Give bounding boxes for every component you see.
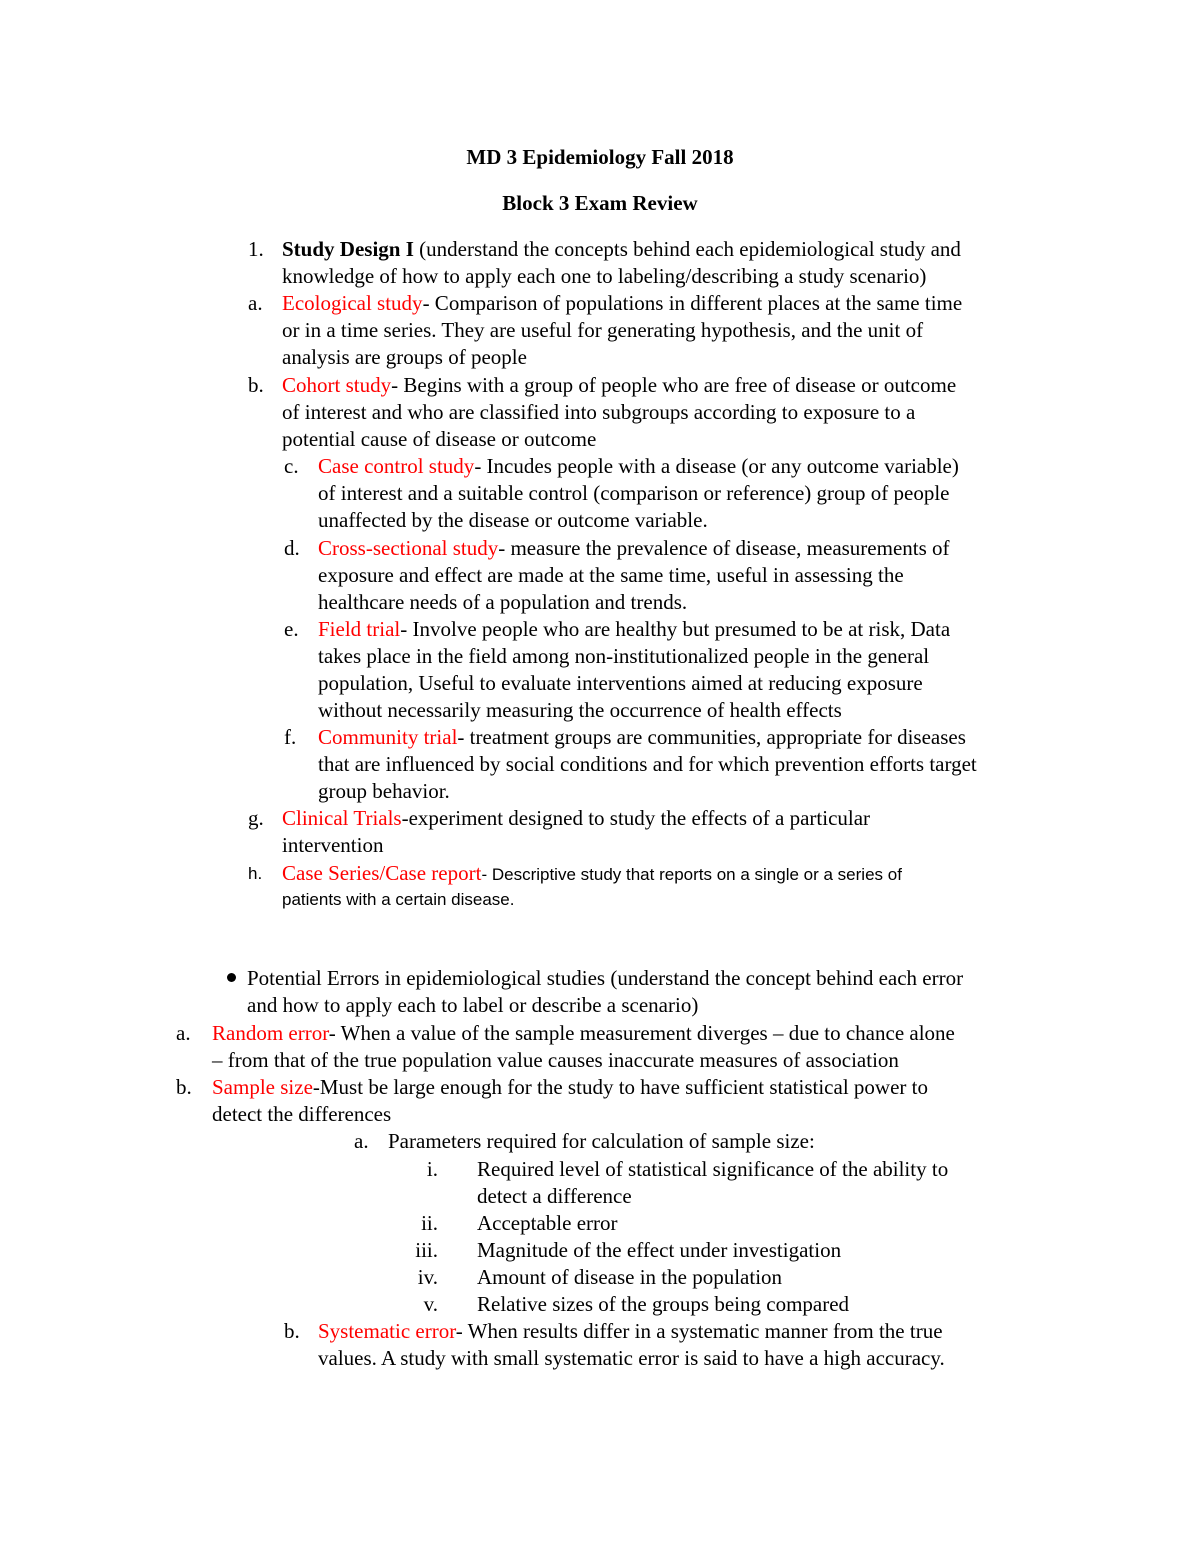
roman-4-line-1: Amount of disease in the population	[477, 1265, 783, 1289]
roman-2-marker: ii.	[421, 1211, 438, 1235]
roman-5-marker: v.	[423, 1292, 438, 1316]
item-d-marker: d.	[284, 536, 300, 560]
section-1-line-2: knowledge of how to apply each one to labeling/describing a study scenario)	[282, 264, 927, 288]
roman-1-marker: i.	[426, 1157, 438, 1181]
roman-1-line-2: detect a difference	[477, 1184, 632, 1208]
systematic-text: - When results differ in a systematic manner from the true	[455, 1319, 943, 1343]
item-e-line-1	[318, 616, 950, 643]
item-h-term: Case Series/Case report	[282, 861, 482, 885]
item-f-line-3: group behavior.	[318, 779, 450, 803]
item-b-line-3: potential cause of disease or outcome	[282, 427, 597, 451]
item-b-text: - Begins with a group of people who are free of disease or outcome	[391, 373, 957, 397]
error-a-marker: a.	[176, 1021, 191, 1045]
error-a-term: Random error	[212, 1021, 329, 1045]
roman-3-line-1: Magnitude of the effect under investigation	[477, 1238, 842, 1262]
roman-1-line-1: Required level of statistical significance of the ability to	[477, 1157, 949, 1181]
item-h-marker: h.	[248, 864, 263, 883]
item-h-line-2: patients with a certain disease.	[282, 890, 515, 909]
item-d-term: Cross-sectional study	[318, 536, 499, 560]
item-f-marker: f.	[284, 725, 297, 749]
item-g-line-2: intervention	[282, 833, 384, 857]
roman-2-line-1: Acceptable error	[477, 1211, 618, 1235]
item-e-marker: e.	[284, 617, 299, 641]
item-g-text: -experiment designed to study the effects of a particular	[401, 806, 871, 830]
item-b-marker: b.	[248, 373, 264, 397]
section-1-number: 1.	[248, 237, 264, 261]
error-a-line-1	[212, 1020, 955, 1047]
item-b-line-1	[282, 372, 956, 399]
item-c-text: - Incudes people with a disease (or any outcome variable)	[474, 454, 959, 478]
item-b-term: Cohort study	[282, 373, 392, 397]
section-2-line-1: Potential Errors in epidemiological studies (understand the concept behind each error	[247, 966, 964, 990]
error-b-term: Sample size	[212, 1075, 313, 1099]
item-e-text: - Involve people who are healthy but presumed to be at risk, Data	[400, 617, 951, 641]
item-f-text: - treatment groups are communities, appropriate for diseases	[457, 725, 966, 749]
error-a-line-2: – from that of the true population value causes inaccurate measures of association	[212, 1048, 899, 1072]
item-h-line-1	[282, 860, 902, 887]
roman-4-marker: iv.	[417, 1265, 438, 1289]
error-b-line-2: detect the differences	[212, 1102, 392, 1126]
params-marker: a.	[354, 1129, 369, 1153]
item-f-term: Community trial	[318, 725, 458, 749]
item-e-line-4: without necessarily measuring the occurrence of health effects	[318, 698, 842, 722]
section-1-heading: Study Design I	[282, 237, 414, 261]
item-f-line-1	[318, 724, 966, 751]
item-h-text: - Descriptive study that reports on a single or a series of	[481, 865, 902, 884]
item-g-line-1	[282, 805, 870, 832]
item-e-term: Field trial	[318, 617, 401, 641]
section-1-line-1	[282, 236, 961, 263]
systematic-marker: b.	[284, 1319, 300, 1343]
params-text: Parameters required for calculation of sample size:	[388, 1129, 815, 1153]
item-g-marker: g.	[248, 806, 264, 830]
item-a-term: Ecological study	[282, 291, 423, 315]
item-d-text: - measure the prevalence of disease, measurements of	[498, 536, 950, 560]
error-b-line-1	[212, 1074, 928, 1101]
item-a-text: - Comparison of populations in different places at the same time	[422, 291, 963, 315]
item-e-line-2: takes place in the field among non-institutionalized people in the general	[318, 644, 930, 668]
item-c-marker: c.	[284, 454, 299, 478]
item-d-line-2: exposure and effect are made at the same time, useful in assessing the	[318, 563, 904, 587]
item-c-line-2: of interest and a suitable control (comparison or reference) group of people	[318, 481, 950, 505]
item-a-marker: a.	[248, 291, 263, 315]
systematic-line-2: values. A study with small systematic error is said to have a high accuracy.	[318, 1346, 945, 1370]
systematic-line-1	[318, 1318, 943, 1345]
item-f-line-2: that are influenced by social conditions and for which prevention efforts target	[318, 752, 977, 776]
item-a-line-3: analysis are groups of people	[282, 345, 527, 369]
roman-3-marker: iii.	[415, 1238, 438, 1262]
error-b-text: -Must be large enough for the study to have sufficient statistical power to	[312, 1075, 928, 1099]
section-1-description: (understand the concepts behind each epidemiological study and	[413, 237, 961, 261]
error-b-marker: b.	[176, 1075, 192, 1099]
item-a-line-1	[282, 290, 962, 317]
document-subtitle: Block 3 Exam Review	[502, 191, 698, 215]
error-a-text: - When a value of the sample measurement diverges – due to chance alone	[328, 1021, 955, 1045]
document-title: MD 3 Epidemiology Fall 2018	[466, 145, 734, 169]
item-d-line-1	[318, 535, 950, 562]
section-2-line-2: and how to apply each to label or describe a scenario)	[247, 993, 699, 1017]
item-c-line-3: unaffected by the disease or outcome variable.	[318, 508, 708, 532]
item-d-line-3: healthcare needs of a population and trends.	[318, 590, 688, 614]
item-g-term: Clinical Trials	[282, 806, 402, 830]
roman-5-line-1: Relative sizes of the groups being compared	[477, 1292, 850, 1316]
item-c-line-1	[318, 453, 959, 480]
systematic-term: Systematic error	[318, 1319, 456, 1343]
item-e-line-3: population, Useful to evaluate interventions aimed at reducing exposure	[318, 671, 923, 695]
item-a-line-2: or in a time series. They are useful for generating hypothesis, and the unit of	[282, 318, 924, 342]
item-c-term: Case control study	[318, 454, 475, 478]
bullet-icon	[227, 973, 236, 982]
item-b-line-2: of interest and who are classified into subgroups according to exposure to a	[282, 400, 916, 424]
